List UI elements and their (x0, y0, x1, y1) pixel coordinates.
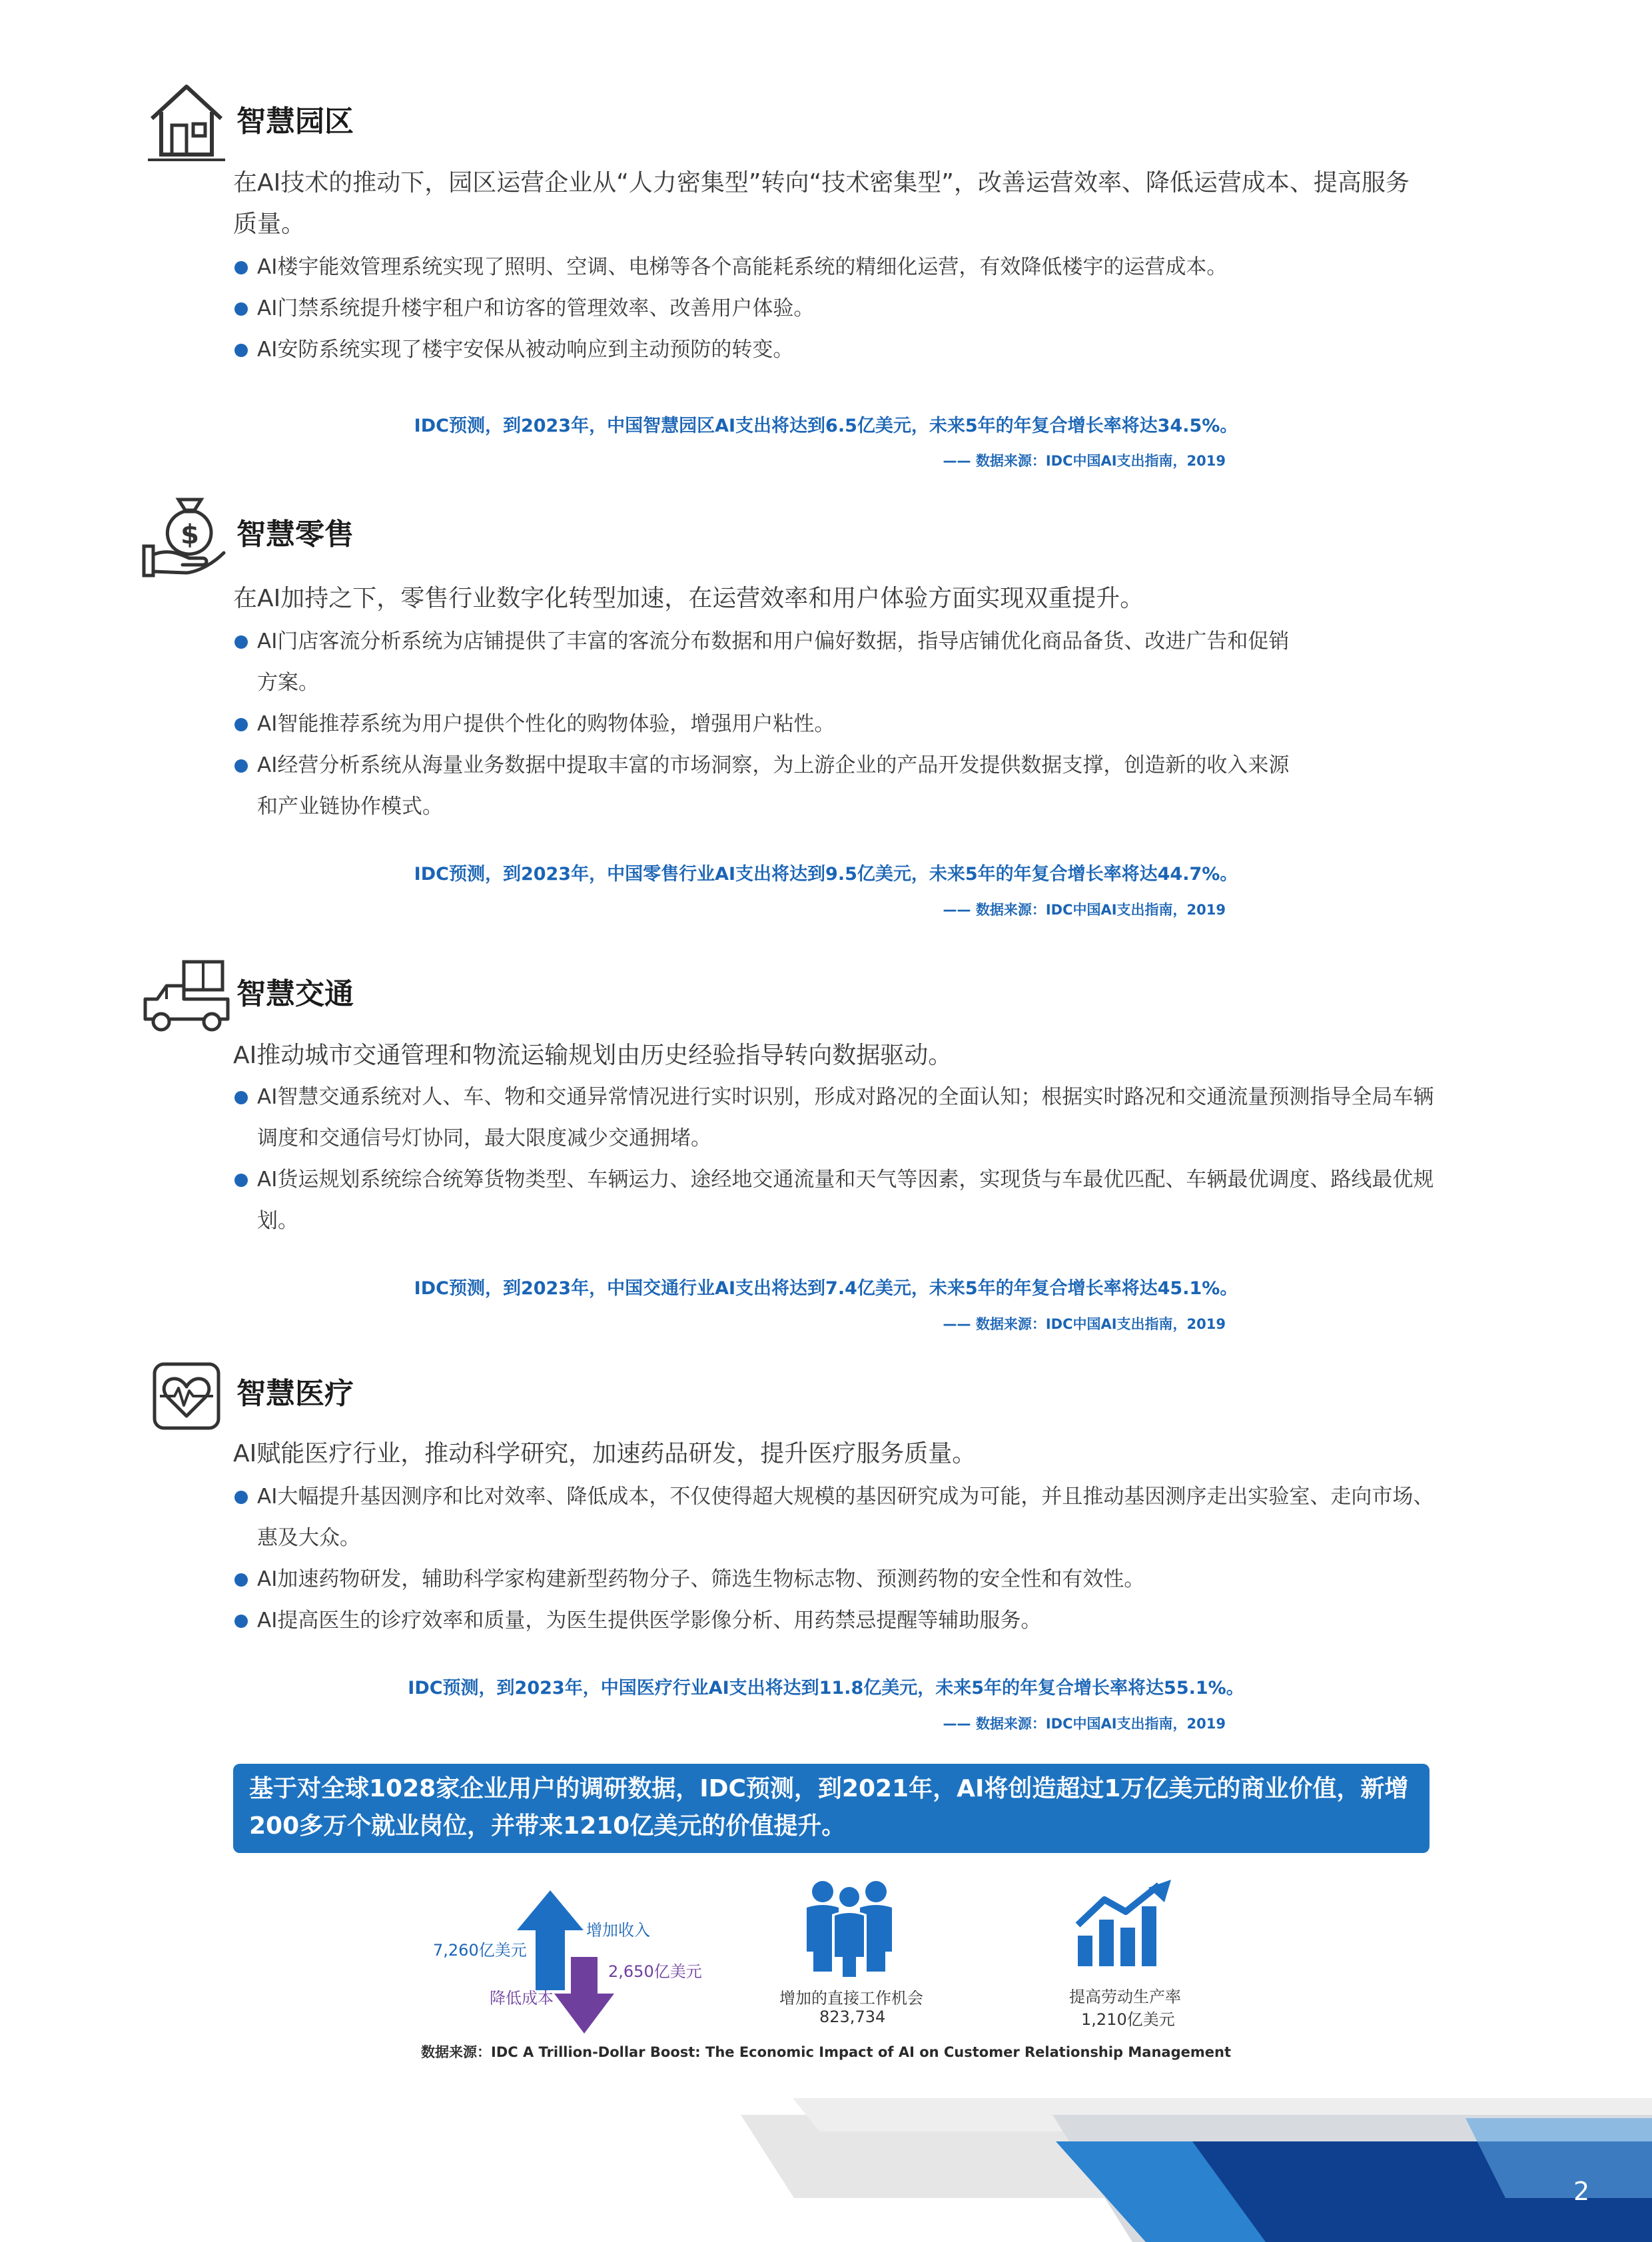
growth-chart-icon (1074, 1880, 1174, 1968)
revenue-label: 增加收入 (586, 1921, 650, 1940)
section-intro: AI推动城市交通管理和物流运输规划由历史经验指导转向数据驱动。 (233, 1042, 953, 1069)
list-item: AI门禁系统提升楼宇租户和访客的管理效率、改善用户体验。 (233, 288, 1443, 329)
list-item: AI智慧交通系统对人、车、物和交通异常情况进行实时识别，形成对路况的全面认知；根据实时路况和交通流量预测指导全局车辆调度和交通信号灯协同，最大限度减少交通拥堵。 (233, 1076, 1443, 1159)
section-title: 智慧零售 (236, 518, 354, 552)
money-bag-hand-icon (140, 493, 233, 579)
list-item: AI货运规划系统综合统筹货物类型、车辆运力、途经地交通流量和天气等因素，实现货与车最优匹配、车辆最优调度、路线最优规划。 (233, 1159, 1443, 1242)
list-item: AI加速药物研发，辅助科学家构建新型药物分子、筛选生物标志物、预测药物的安全性和有效性。 (233, 1559, 1443, 1600)
list-item: AI经营分析系统从海量业务数据中提取丰富的市场洞察，为上游企业的产品开发提供数据支撑，创造新的收入来源和产业链协作模式。 (233, 745, 1303, 827)
jobs-label: 增加的直接工作机会 (779, 1989, 923, 2008)
bullet-list (0, 1076, 1443, 1242)
list-item: AI楼宇能效管理系统实现了照明、空调、电梯等各个高能耗系统的精细化运营，有效降低楼宇的运营成本。 (233, 246, 1443, 288)
bullet-icon (234, 718, 248, 731)
revenue-value: 7,260亿美元 (433, 1941, 527, 1960)
idc-forecast: IDC预测，到2023年，中国交通行业AI支出将达到7.4亿美元，未来5年的年复合增长率将达45.1%。 (414, 1278, 1238, 1299)
bullet-icon (234, 302, 248, 316)
list-item: AI门店客流分析系统为店铺提供了丰富的客流分布数据和用户偏好数据，指导店铺优化商品备货、改进广告和促销方案。 (233, 621, 1303, 703)
house-icon (140, 80, 233, 167)
heart-monitor-icon (140, 1352, 233, 1439)
bullet-icon (234, 1491, 248, 1504)
cost-value: 2,650亿美元 (608, 1962, 702, 1981)
section-intro: 在AI加持之下，零售行业数字化转型加速，在运营效率和用户体验方面实现双重提升。 (233, 585, 1144, 612)
footnote-source: 数据来源：IDC A Trillion-Dollar Boost: The Economic Impact of AI on Customer Relationship Management (421, 2044, 1231, 2060)
people-group-icon (803, 1878, 896, 1978)
cost-label: 降低成本 (490, 1989, 554, 2008)
idc-forecast: IDC预测，到2023年，中国智慧园区AI支出将达到6.5亿美元，未来5年的年复合增长率将达34.5%。 (414, 416, 1238, 436)
cost-down-arrow-icon (554, 1957, 614, 2034)
svg-text:$: $ (181, 520, 199, 550)
bullet-icon (234, 1615, 248, 1628)
bullet-list (0, 246, 1443, 370)
productivity-label: 提高劳动生产率 (1069, 1988, 1181, 2006)
section-intro: 在AI技术的推动下，园区运营企业从“人力密集型”转向“技术密集型”，改善运营效率、降低运营成本、提高服务质量。 (233, 169, 1410, 238)
bullet-icon (234, 344, 248, 357)
bullet-icon (234, 261, 248, 274)
idc-forecast: IDC预测，到2023年，中国医疗行业AI支出将达到11.8亿美元，未来5年的年复合增长率将达55.1%。 (408, 1678, 1244, 1698)
idc-forecast: IDC预测，到2023年，中国零售行业AI支出将达到9.5亿美元，未来5年的年复合增长率将达44.7%。 (414, 864, 1238, 885)
list-item: AI大幅提升基因测序和比对效率、降低成本，不仅使得超大规模的基因研究成为可能，并且推动基因测序走出实验室、走向市场、惠及大众。 (233, 1476, 1443, 1559)
truck-icon (140, 952, 233, 1039)
list-item: AI提高医生的诊疗效率和质量，为医生提供医学影像分析、用药禁忌提醒等辅助服务。 (233, 1600, 1443, 1641)
bullet-icon (234, 635, 248, 649)
bullet-icon (234, 1091, 248, 1104)
section-title: 智慧园区 (236, 105, 354, 139)
page-number: 2 (1573, 2177, 1590, 2206)
section-title: 智慧医疗 (236, 1377, 354, 1411)
section-intro: AI赋能医疗行业，推动科学研究，加速药品研发，提升医疗服务质量。 (233, 1440, 977, 1467)
footer-decoration (0, 2091, 1652, 2242)
data-source: —— 数据来源：IDC中国AI支出指南，2019 (943, 453, 1226, 469)
jobs-value: 823,734 (819, 2008, 886, 2026)
bullet-icon (234, 1573, 248, 1587)
bullet-list (0, 621, 1443, 827)
productivity-value: 1,210亿美元 (1081, 2010, 1175, 2029)
data-source: —— 数据来源：IDC中国AI支出指南，2019 (943, 1716, 1226, 1732)
bullet-icon (234, 1174, 248, 1187)
summary-banner: 基于对全球1028家企业用户的调研数据，IDC预测，到2021年，AI将创造超过1万亿美元的商业价值，新增200多万个就业岗位，并带来1210亿美元的价值提升。 (233, 1764, 1430, 1853)
bullet-list (0, 1476, 1443, 1641)
section-title: 智慧交通 (236, 977, 354, 1011)
bullet-icon (234, 759, 248, 773)
list-item: AI安防系统实现了楼宇安保从被动响应到主动预防的转变。 (233, 329, 1443, 370)
data-source: —— 数据来源：IDC中国AI支出指南，2019 (943, 902, 1226, 918)
data-source: —— 数据来源：IDC中国AI支出指南，2019 (943, 1316, 1226, 1332)
list-item: AI智能推荐系统为用户提供个性化的购物体验，增强用户粘性。 (233, 703, 1443, 745)
